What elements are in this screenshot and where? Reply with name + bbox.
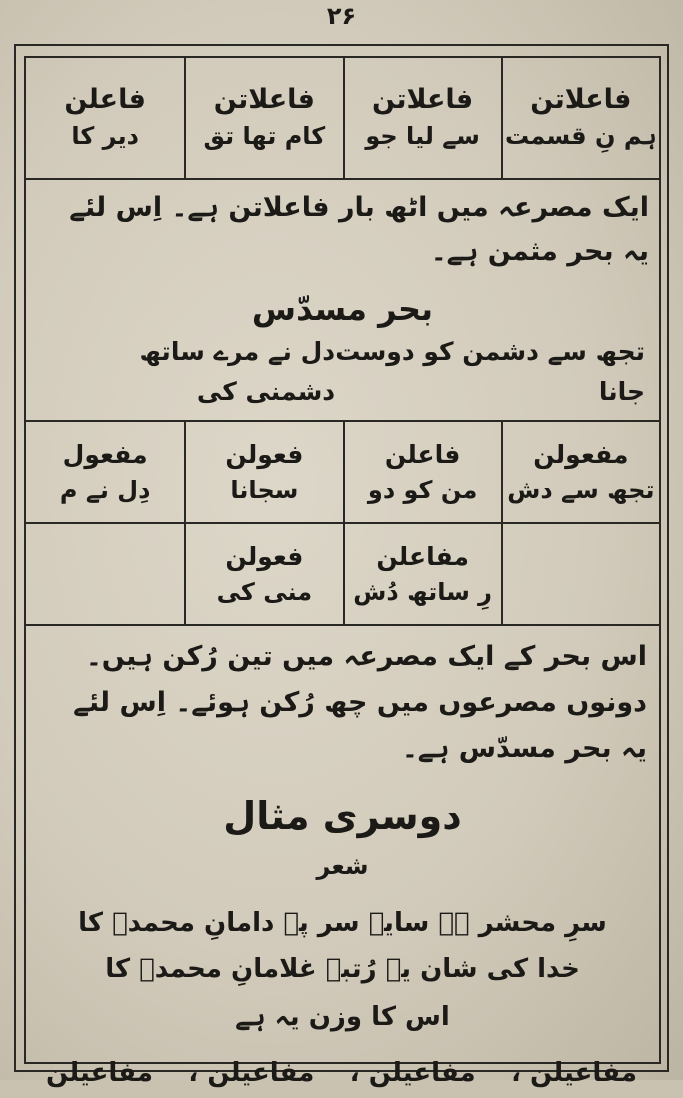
meter-label: مفعولن <box>533 439 629 469</box>
table-cell <box>184 58 342 178</box>
table-row <box>26 422 659 524</box>
meter-label: فعولن <box>225 439 304 469</box>
meter-foot: مفاعیلن ، <box>188 1058 315 1088</box>
verse-fragment: دیر کا <box>71 121 139 150</box>
content-frame <box>24 56 661 1088</box>
table-cell <box>26 422 184 522</box>
couplet-line: دل نے مرے ساتھ دشمنی کی <box>139 337 336 406</box>
verse-fragment: رِ ساتھ دُش <box>353 577 492 606</box>
meter-label: فعولن <box>225 541 304 571</box>
meter-foot: مفاعیلن ، <box>511 1058 637 1088</box>
verse-fragment: کام تھا تق <box>203 121 326 150</box>
verse-fragment: من کو دو <box>367 475 478 504</box>
table-cell <box>501 58 659 178</box>
meter-weight-line <box>26 1048 659 1098</box>
table-cell <box>343 524 501 624</box>
verse-fragment: ہم نِ قسمت <box>505 121 657 150</box>
explanation-paragraph: ایک مصرعہ میں اٹھ بار فاعلاتن ہے۔ اِس لئے یہ بحر مثمن ہے۔ <box>69 192 649 267</box>
meter-label: فاعلاتن <box>213 84 315 116</box>
meter-label: مفاعلن <box>376 541 469 571</box>
couplet-line: تجھ سے دشمن کو دوست جانا <box>335 337 645 406</box>
meter-label: مفعول <box>62 439 148 469</box>
scansion-table <box>26 422 659 626</box>
verse-line: خدا کی شان یہ رُتبہ غلامانِ محمدؐ کا <box>105 954 580 984</box>
meter-label: فاعلن <box>64 84 146 116</box>
meter-label: فاعلاتن <box>372 84 474 116</box>
table-cell <box>501 524 659 624</box>
verse-fragment: سے لیا جو <box>365 121 480 150</box>
verse-fragment: دِل نے م <box>59 475 151 504</box>
table-cell <box>26 58 184 178</box>
verse-fragment: تجھ سے دش <box>507 475 655 504</box>
table-cell <box>184 524 342 624</box>
meter-foot: مفاعیلن ، <box>349 1058 476 1088</box>
page-number: ۲۶ <box>326 2 357 30</box>
table-cell <box>343 422 501 522</box>
weight-intro: اس کا وزن یہ ہے <box>235 1002 450 1032</box>
verse-fragment: منی کی <box>216 577 313 606</box>
table-cell <box>343 58 501 178</box>
table-row <box>26 524 659 626</box>
top-scansion-table <box>26 58 659 180</box>
section-heading: بحر مسدّس <box>251 290 434 328</box>
meter-foot: مفاعیلن <box>46 1058 153 1088</box>
sher-label: شعر <box>316 852 369 880</box>
meter-label: فاعلاتن <box>530 84 632 116</box>
table-cell <box>184 422 342 522</box>
meter-label: فاعلن <box>384 439 461 469</box>
verse-line: سرِ محشر ہے سایہ سر پہ دامانِ محمدؐ کا <box>78 908 607 938</box>
section-heading: دوسری مثال <box>223 794 462 838</box>
table-cell <box>26 524 184 624</box>
explanation-paragraph: اس بحر کے ایک مصرعہ میں تین رُکن ہیں۔ دونوں مصرعوں میں چھ رُکن ہوئے۔ اِس لئے یہ بحر مسدّس ہے۔ <box>73 641 647 764</box>
example-couplet <box>26 332 659 422</box>
table-cell <box>501 422 659 522</box>
verse-fragment: سجانا <box>230 475 299 504</box>
